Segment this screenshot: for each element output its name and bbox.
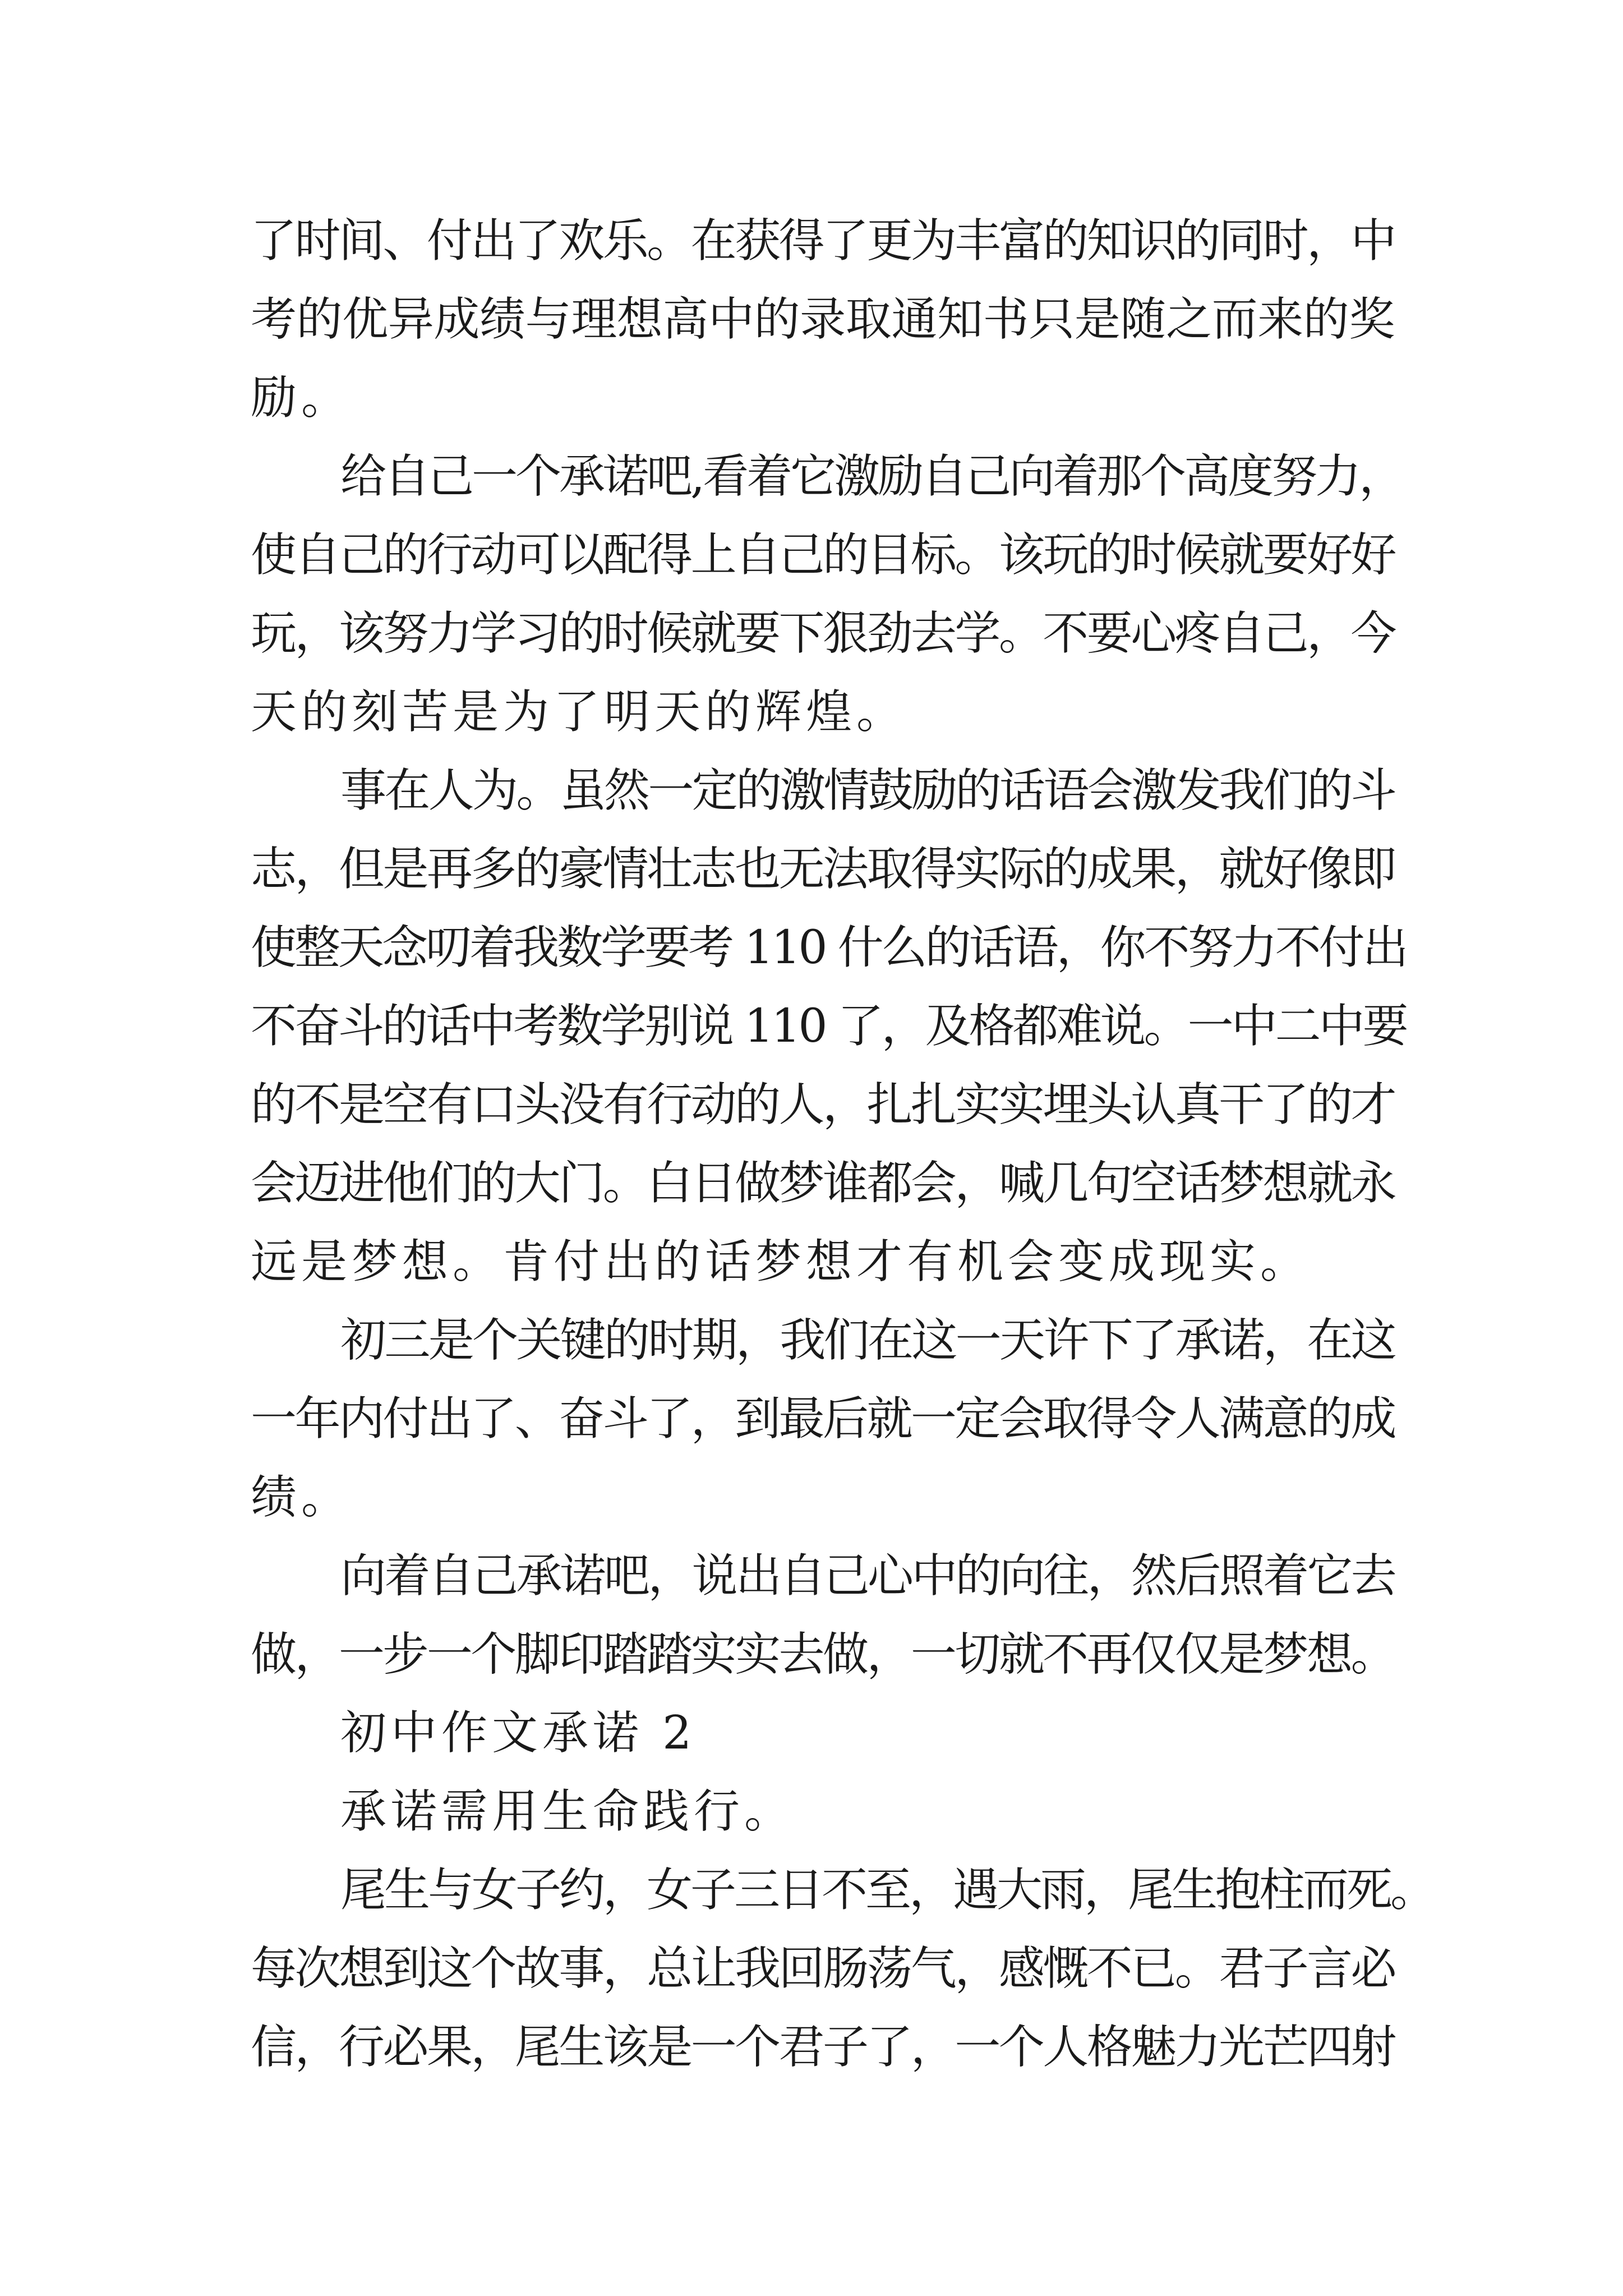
- text-line: 不奋斗的话中考数学别说 110 了，及格都难说。一中二中要: [251, 1000, 1407, 1053]
- text-line: 给自己一个承诺吧,看着它激励自己向着那个高度努力，: [340, 450, 1403, 503]
- text-line: 初三是个关键的时期，我们在这一天许下了承诺，在这: [340, 1314, 1395, 1367]
- document-body: [251, 202, 1435, 2087]
- text-line: 远是梦想。肯付出的话梦想才有机会变成现实。: [251, 1235, 1311, 1289]
- text-line: 玩，该努力学习的时候就要下狠劲去学。不要心疼自己，今: [251, 607, 1395, 660]
- text-line: 一年内付出了、奋斗了，到最后就一定会取得令人满意的成: [251, 1392, 1395, 1446]
- text-line: 使自己的行动可以配得上自己的目标。该玩的时候就要好好: [251, 528, 1395, 582]
- text-line: 考的优异成绩与理想高中的录取通知书只是随之而来的奖: [251, 293, 1395, 346]
- text-line: 每次想到这个故事，总让我回肠荡气，感慨不已。君子言必: [251, 1942, 1395, 1995]
- text-line: 励。: [251, 371, 352, 425]
- text-line: 了时间、付出了欢乐。在获得了更为丰富的知识的同时，中: [251, 214, 1395, 268]
- text-line: 的不是空有口头没有行动的人，扎扎实实埋头认真干了的才: [251, 1078, 1395, 1131]
- text-line: 事在人为。虽然一定的激情鼓励的话语会激发我们的斗: [340, 764, 1395, 817]
- text-line: 绩。: [251, 1471, 352, 1524]
- text-line: 尾生与女子约，女子三日不至，遇大雨，尾生抱柱而死。: [340, 1864, 1435, 1917]
- text-line: 承诺需用生命践行。: [340, 1785, 795, 1838]
- text-line: 信，行必果，尾生该是一个君子了，一个人格魅力光芒四射: [251, 2021, 1395, 2074]
- text-line: 使整天念叨着我数学要考 110 什么的话语，你不努力不付出: [251, 921, 1407, 974]
- text-line: 志，但是再多的豪情壮志也无法取得实际的成果，就好像即: [251, 843, 1395, 896]
- text-line: 天的刻苦是为了明天的辉煌。: [251, 685, 907, 739]
- text-line: 向着自己承诺吧，说出自己心中的向往，然后照着它去: [340, 1549, 1395, 1603]
- section-heading: 初中作文承诺 2: [340, 1706, 697, 1760]
- text-line: 会迈进他们的大门。白日做梦谁都会，喊几句空话梦想就永: [251, 1157, 1395, 1210]
- text-line: 做，一步一个脚印踏踏实实去做，一切就不再仅仅是梦想。: [251, 1628, 1395, 1681]
